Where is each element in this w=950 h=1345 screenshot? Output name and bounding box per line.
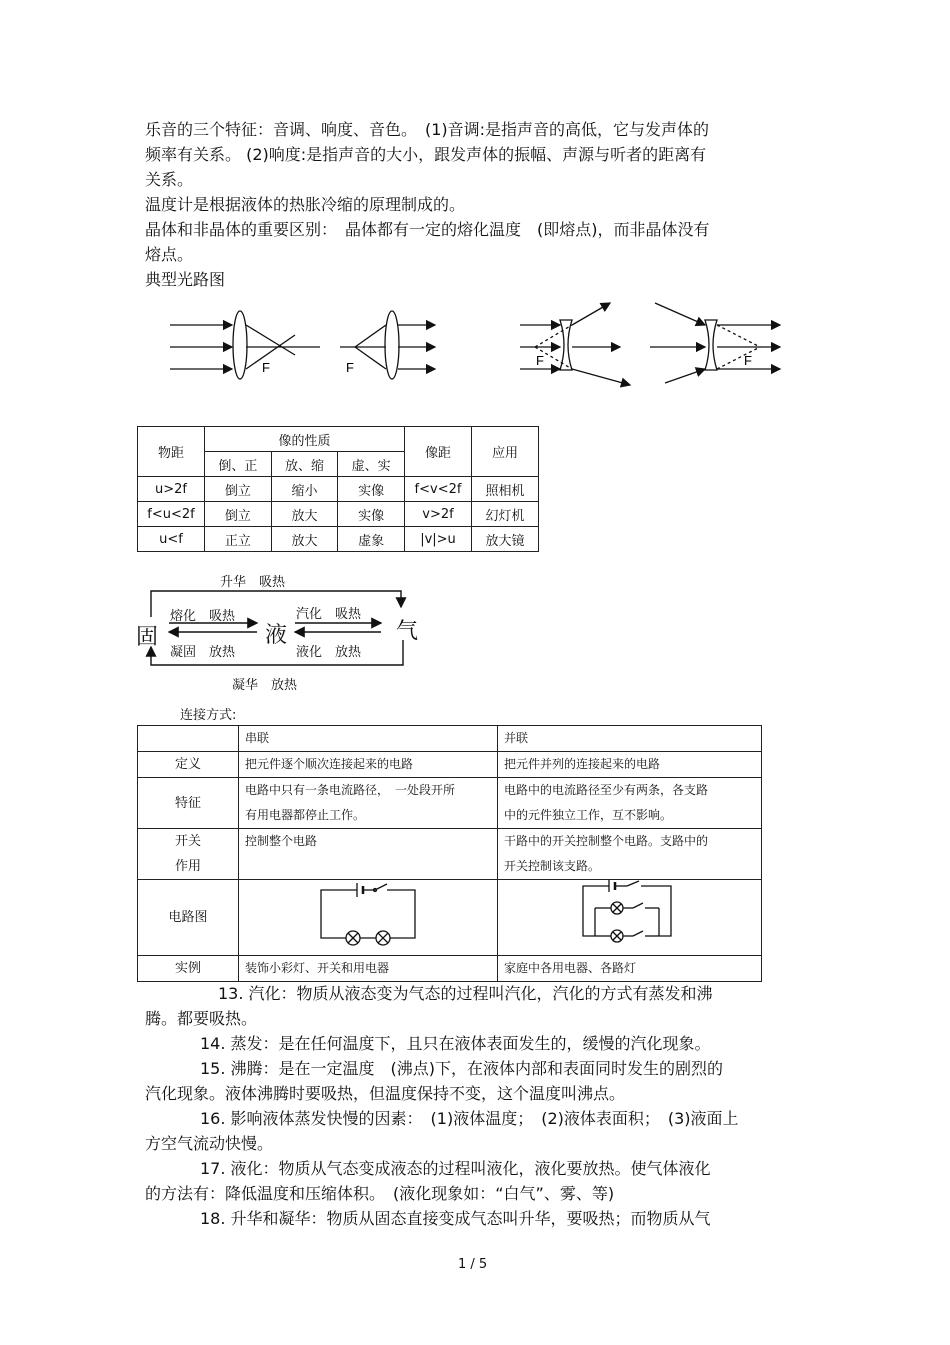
item-18: 18. 升华和凝华：物质从固态直接变成气态叫升华，要吸热；而物质从气	[200, 1209, 711, 1228]
item-13-cont: 腾。都要吸热。	[145, 1009, 258, 1028]
table-cell	[239, 778, 498, 829]
lens-ray-diagrams	[160, 295, 800, 395]
cell-line: 干路中的开关控制整个电路。支路中的	[504, 834, 709, 848]
lens-label: F	[744, 353, 752, 368]
table-cell	[138, 726, 239, 752]
section-heading: 典型光路图	[145, 270, 226, 289]
text-line: 温度计是根据液体的热胀冷缩的原理制成的。	[145, 195, 466, 214]
table-row	[138, 502, 539, 527]
text-line: 乐音的三个特征：音调、响度、音色。 (1)音调:是指声音的高低，它与发声体的	[145, 120, 710, 139]
table-header: 物距	[138, 427, 205, 477]
table-header: 应用	[472, 427, 539, 477]
item-17: 17. 液化：物质从气态变成液态的过程叫液化，液化要放热。使气体液化	[200, 1159, 711, 1178]
table-header: 放、缩	[271, 452, 338, 477]
table-row	[138, 752, 762, 778]
table-cell: v>2f	[405, 502, 472, 527]
table-cell: 幻灯机	[472, 502, 539, 527]
item-16: 16. 影响液体蒸发快慢的因素： (1)液体温度； (2)液体表面积； (3)液面上	[200, 1109, 739, 1128]
text-line: 频率有关系。 (2)响度:是指声音的大小，跟发声体的振幅、声源与听者的距离有	[145, 145, 707, 164]
item-13: 13. 汽化：物质从液态变为气态的过程叫汽化，汽化的方式有蒸发和沸	[218, 984, 713, 1003]
table-cell	[498, 778, 762, 829]
table-row	[138, 778, 762, 829]
liquid-state: 液	[265, 623, 288, 648]
table-cell: 把元件并列的连接起来的电路	[498, 752, 762, 778]
solidify-label: 凝固 放热	[170, 645, 236, 660]
table-cell	[239, 880, 498, 956]
deposition-label: 凝华 放热	[232, 678, 298, 693]
table-cell: 正立	[205, 527, 272, 552]
table-cell: 实像	[338, 502, 405, 527]
row-label: 电路图	[138, 880, 239, 956]
item-16-cont: 方空气流动快慢。	[145, 1134, 274, 1153]
cell-line: 电路中的电流路径至少有两条，各支路	[504, 783, 709, 797]
lens-label: F	[346, 360, 354, 375]
text-line: 关系。	[145, 170, 194, 189]
row-label: 实例	[138, 956, 239, 982]
cell-line: 作用	[174, 859, 201, 874]
table-header: 并联	[498, 726, 762, 752]
table-cell: f<v<2f	[405, 477, 472, 502]
table-header: 虚、实	[338, 452, 405, 477]
cell-line: 中的元件独立工作，互不影响。	[504, 808, 673, 822]
cell-line: 开关	[174, 834, 201, 849]
row-label	[138, 829, 239, 880]
series-circuit-diagram	[313, 880, 423, 946]
table-cell: 把元件逐个顺次连接起来的电路	[239, 752, 498, 778]
table-cell: u<f	[138, 527, 205, 552]
parallel-circuit-diagram	[575, 880, 685, 946]
solid-state: 固	[136, 625, 159, 650]
row-label: 定义	[138, 752, 239, 778]
convex-lens-converging	[170, 311, 320, 379]
liquefy-label: 液化 放热	[296, 645, 362, 660]
lens-label: F	[536, 353, 544, 368]
table-cell: 倒立	[205, 502, 272, 527]
table-cell: 放大镜	[472, 527, 539, 552]
page-number: 1 / 5	[458, 1257, 488, 1272]
text-line: 晶体和非晶体的重要区别： 晶体都有一定的熔化温度 (即熔点)，而非晶体没有	[145, 220, 710, 239]
concave-lens-converging-rays	[650, 303, 780, 383]
gas-state: 气	[396, 619, 419, 644]
table-cell: 照相机	[472, 477, 539, 502]
table-row	[138, 956, 762, 982]
cell-line: 有用电器都停止工作。	[245, 808, 366, 822]
table-header: 像的性质	[205, 427, 405, 452]
table-row	[138, 477, 539, 502]
table-header: 倒、正	[205, 452, 272, 477]
table-row	[138, 829, 762, 880]
table-header: 像距	[405, 427, 472, 477]
table-cell: |v|>u	[405, 527, 472, 552]
table-cell: 装饰小彩灯、开关和用电器	[239, 956, 498, 982]
cell-line: 电路中只有一条电流路径， 一处段开所	[245, 783, 456, 797]
table-cell: 放大	[271, 527, 338, 552]
sublimation-label: 升华 吸热	[220, 575, 286, 590]
table-cell: u>2f	[138, 477, 205, 502]
table-cell: 控制整个电路	[239, 829, 498, 880]
lens-label: F	[262, 360, 270, 375]
table-cell	[498, 829, 762, 880]
table-row	[138, 527, 539, 552]
table-cell: 放大	[271, 502, 338, 527]
row-label: 特征	[138, 778, 239, 829]
item-14: 14. 蒸发：是在任何温度下，且只在液体表面发生的，缓慢的汽化现象。	[200, 1034, 711, 1053]
table-header: 串联	[239, 726, 498, 752]
melting-label: 熔化 吸热	[170, 609, 236, 624]
table-cell	[498, 880, 762, 956]
table-cell: 家庭中各用电器、各路灯	[498, 956, 762, 982]
item-17-cont: 的方法有：降低温度和压缩体积。 (液化现象如：“白气”、雾、等)	[145, 1184, 615, 1203]
convex-lens-diverging-source	[340, 311, 435, 379]
item-15-cont: 汽化现象。液体沸腾时要吸热，但温度保持不变，这个温度叫沸点。	[145, 1084, 626, 1103]
vaporize-label: 汽化 吸热	[296, 607, 362, 622]
table-cell: 缩小	[271, 477, 338, 502]
concave-lens-diverging	[520, 303, 630, 385]
text-line: 熔点。	[145, 245, 194, 264]
table-cell: 倒立	[205, 477, 272, 502]
item-15: 15. 沸腾：是在一定温度 (沸点)下，在液体内部和表面同时发生的剧烈的	[200, 1059, 724, 1078]
circuit-connection-table	[137, 725, 762, 982]
image-nature-table	[137, 426, 539, 552]
table-row	[138, 880, 762, 956]
circuit-caption: 连接方式:	[180, 708, 237, 723]
cell-line: 开关控制该支路。	[504, 859, 601, 873]
table-cell: 虚象	[338, 527, 405, 552]
table-cell: 实像	[338, 477, 405, 502]
table-cell: f<u<2f	[138, 502, 205, 527]
